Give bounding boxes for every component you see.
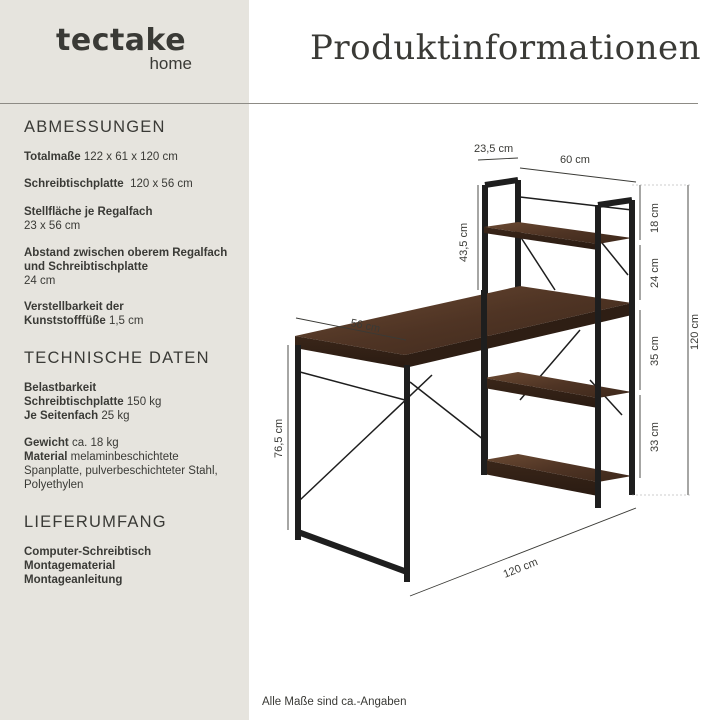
dim-total-height: 120 cm <box>689 313 701 350</box>
spec-gewicht-material <box>24 436 224 492</box>
spec-value: 122 x 61 x 120 cm <box>83 151 178 163</box>
footnote: Alle Maße sind ca.-Angaben <box>262 696 407 708</box>
list-item: Montageanleitung <box>24 574 123 586</box>
sidebar <box>0 0 249 720</box>
spec-label: Verstellbarkeit der Kunststofffüße <box>24 301 124 327</box>
list-item: Computer-Schreibtisch <box>24 546 152 558</box>
dim-gap-18: 18 cm <box>649 203 661 233</box>
spec-label: Material <box>24 451 68 463</box>
spec-value: 23 x 56 cm <box>24 220 81 232</box>
desk-illustration <box>249 104 701 694</box>
spec-abstand <box>24 246 239 288</box>
lieferumfang-list <box>24 545 246 587</box>
dim-gap-24: 24 cm <box>649 258 661 288</box>
spec-value: 25 kg <box>101 410 130 422</box>
spec-belastbarkeit <box>24 381 189 423</box>
section-title-lieferumfang: LIEFERUMFANG <box>24 513 167 531</box>
spec-verstellbarkeit <box>24 300 199 328</box>
spec-value: 24 cm <box>24 275 56 287</box>
dim-shelf-width: 60 cm <box>560 154 590 166</box>
section-title-technische-daten: TECHNISCHE DATEN <box>24 349 210 367</box>
spec-value: 1,5 cm <box>108 315 144 327</box>
spec-value: 120 x 56 cm <box>130 178 193 190</box>
spec-label: Totalmaße <box>24 151 81 163</box>
spec-label: Belastbarkeit Schreibtischplatte <box>24 382 124 408</box>
dim-desk-width: 120 cm <box>501 556 540 581</box>
spec-schreibtischplatte <box>24 177 246 191</box>
page-title: Produktinformationen <box>310 28 701 68</box>
brand-name: tectake <box>56 23 187 58</box>
spec-label: Stellfläche je Regalfach <box>24 206 153 218</box>
dim-top-shelf-height: 43,5 cm <box>458 222 470 262</box>
dim-gap-35: 35 cm <box>649 336 661 366</box>
spec-value: ca. 18 kg <box>71 437 119 449</box>
spec-totalmasse <box>24 150 246 164</box>
dim-desk-height: 76,5 cm <box>273 418 285 458</box>
dim-desk-depth: 56 cm <box>349 317 382 336</box>
desk-cross-brace <box>300 372 484 500</box>
spec-label: Abstand zwischen oberem Regalfach und Schreibtischplatte <box>24 247 228 273</box>
spec-value: melaminbeschichtete Spanplatte, pulverbeschichteter Stahl, Polyethylen <box>24 451 218 491</box>
brand-sub: home <box>149 54 192 73</box>
spec-label: Schreibtischplatte <box>24 178 124 190</box>
spec-label: Gewicht <box>24 437 69 449</box>
list-item: Montagematerial <box>24 560 116 572</box>
dim-gap-33: 33 cm <box>649 422 661 452</box>
brand-logo <box>56 24 196 74</box>
dim-shelf-depth: 23,5 cm <box>474 143 514 155</box>
section-title-abmessungen: ABMESSUNGEN <box>24 118 166 136</box>
spec-label: Je Seitenfach <box>24 410 99 422</box>
spec-stellflaeche <box>24 205 246 233</box>
spec-value: 150 kg <box>126 396 162 408</box>
